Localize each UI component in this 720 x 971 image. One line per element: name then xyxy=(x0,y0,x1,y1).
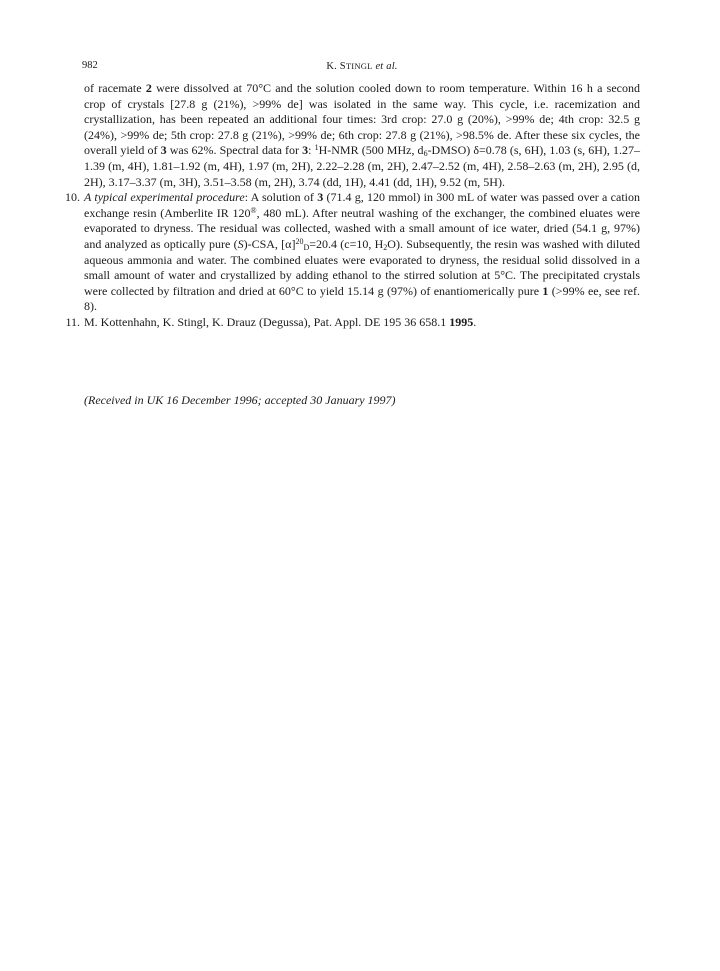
reference-number: 10. xyxy=(65,190,80,205)
text-run: was 62%. Spectral data for xyxy=(166,143,303,158)
stereo-descriptor: S xyxy=(237,236,244,251)
text-run: H-NMR (500 MHz, d xyxy=(318,143,424,158)
patent-year: 1995 xyxy=(449,314,474,329)
text-run: : xyxy=(308,143,315,158)
page-number: 982 xyxy=(82,60,98,71)
compound-ref: 3 xyxy=(317,190,324,205)
text-run: =20.4 (c=10, H xyxy=(309,236,384,251)
subscript: 6 xyxy=(423,149,428,159)
compound-ref: 1 xyxy=(542,283,549,298)
reference-body xyxy=(84,190,640,315)
author-initial: K. xyxy=(326,61,340,72)
text-run: of racemate xyxy=(84,81,146,95)
subscript: D xyxy=(303,242,310,252)
text-run: (>99% ee, see ref. 8). xyxy=(84,283,640,314)
text-run: were dissolved at 70°C and the solution cooled down to room temperature. Within 16 h a second crop of crystals [27.8 g (21%), >99% de] was isolated in the same way. This cycle, i.e. racemization and crystallization, has been repeated an additional four times: 3rd crop: 27.0 g (20%), >99% de; 4th crop: 32.5 g (24%), >99% de; 5th crop: 27.8 g (21%), >99% de; 6th crop: 27.8 g (21%), >98.5% de. After these six cycles, the overall yield of xyxy=(84,81,640,158)
text-run: -DMSO) δ=0.78 (s, 6H), 1.03 (s, 6H), 1.27–1.39 (m, 4H), 1.81–1.92 (m, 4H), 1.97 (m, 2H), 2.22–2.28 (m, 2H), 2.47–2.52 (m, 4H), 2.58–2.63 (m, 2H), 2.95 (d, 2H), 3.17–3.37 (m, 3H), 3.51–3.58 (m, 2H), 3.74 (dd, 1H), 4.41 (dd, 1H), 9.52 (m, 5H). xyxy=(84,143,640,189)
text-run: . xyxy=(473,314,477,329)
registered-mark: ® xyxy=(250,205,257,215)
text-run: (71.4 g, 120 mmol) in 300 mL of water was passed over a cation exchange resin (Amberlite IR 120 xyxy=(84,190,640,220)
text-run: , 480 mL). After neutral washing of the exchanger, the combined eluates were evaporated to dryness. The residual was collected, washed with a small amount of ice water, dried (54.1 g, 97%) and analyzed as optically pure ( xyxy=(84,205,641,251)
text-run: O). Subsequently, the resin was washed with diluted aqueous ammonia and water. The combined eluates were evaporated to dryness, the residual solid dissolved in a small amount of water and crystallized by adding ethanol to the stirred solution at 5°C. The precipitated crystals were collected by filtration and dried at 60°C to yield 15.14 g (97%) of enantiomerically pure xyxy=(84,236,640,298)
superscript: 1 xyxy=(314,143,319,153)
subscript: 2 xyxy=(383,242,388,252)
received-dates: (Received in UK 16 December 1996; accepted 30 January 1997) xyxy=(84,393,396,407)
compound-ref: 2 xyxy=(145,81,152,95)
text-run: )-CSA, [α] xyxy=(243,236,296,251)
reference-9-continuation xyxy=(84,81,640,190)
et-al: et al. xyxy=(375,61,398,72)
author-surname-initial: S xyxy=(339,61,346,72)
compound-ref: 3 xyxy=(160,143,167,158)
running-head xyxy=(82,59,642,74)
reference-10 xyxy=(65,190,641,315)
text-run: M. Kottenhahn, K. Stingl, K. Drauz (Degussa), Pat. Appl. DE 195 36 658.1 xyxy=(84,314,450,329)
reference-body xyxy=(84,315,640,331)
author-surname-rest: TINGL xyxy=(345,61,373,71)
compound-ref: 3 xyxy=(302,143,309,158)
reference-number: 11. xyxy=(65,314,80,329)
procedure-title: A typical experimental procedure xyxy=(84,190,245,205)
reference-11 xyxy=(65,314,640,331)
text-run: : A solution of xyxy=(244,190,318,205)
references-body xyxy=(65,81,641,331)
page-header xyxy=(82,59,642,73)
superscript: 20 xyxy=(295,236,304,246)
